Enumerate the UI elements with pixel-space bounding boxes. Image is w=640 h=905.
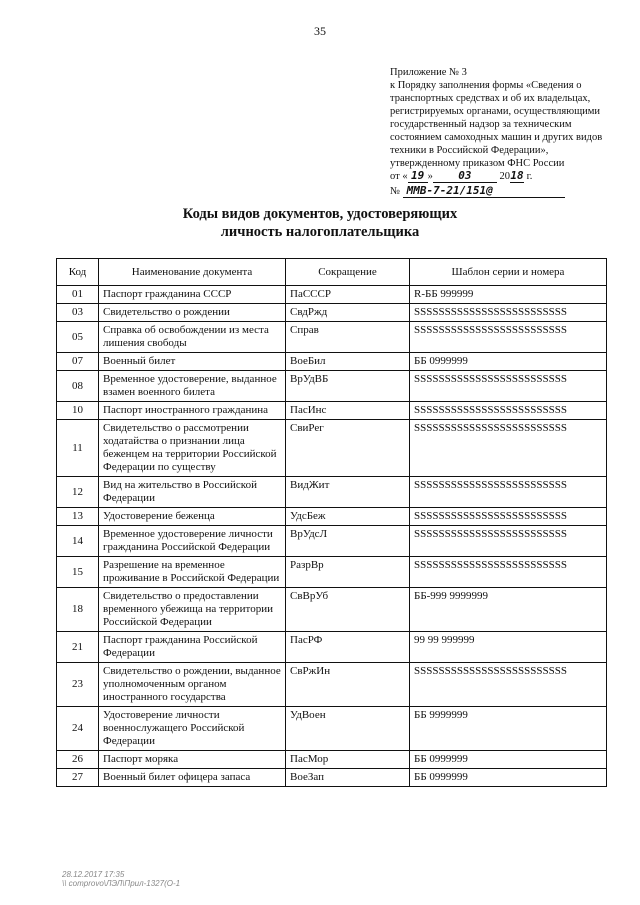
cell-template: SSSSSSSSSSSSSSSSSSSSSSSSS	[410, 304, 607, 322]
appendix-line: государственный надзор за техническим	[390, 119, 572, 130]
table-row	[57, 508, 607, 526]
order-number	[390, 185, 630, 198]
cell-template: 99 99 999999	[410, 632, 607, 663]
table-row	[57, 371, 607, 402]
table-row	[57, 557, 607, 588]
appendix-line: регистрируемых органами, осуществляющими	[390, 106, 601, 117]
cell-abbr: ПасИнс	[286, 402, 410, 420]
cell-code: 18	[57, 588, 99, 632]
cell-code: 11	[57, 420, 99, 477]
cell-code: 03	[57, 304, 99, 322]
cell-code: 10	[57, 402, 99, 420]
cell-template: SSSSSSSSSSSSSSSSSSSSSSSSS	[410, 402, 607, 420]
cell-name: Свидетельство о рождении, выданное уполномоченным органом иностранного государства	[99, 663, 286, 707]
number-label: №	[390, 186, 401, 197]
date-month: 03	[433, 170, 497, 183]
table-header-row	[57, 259, 607, 286]
cell-abbr: Справ	[286, 322, 410, 353]
cell-code: 24	[57, 707, 99, 751]
cell-template: SSSSSSSSSSSSSSSSSSSSSSSSS	[410, 477, 607, 508]
cell-abbr: ПасМор	[286, 751, 410, 769]
cell-abbr: СвиРег	[286, 420, 410, 477]
table-row	[57, 420, 607, 477]
cell-template: ББ 0999999	[410, 353, 607, 371]
date-year-prefix: 20	[499, 171, 510, 182]
header-name: Наименование документа	[99, 259, 286, 286]
cell-name: Временное удостоверение личности гражданина Российской Федерации	[99, 526, 286, 557]
cell-name: Свидетельство о рождении	[99, 304, 286, 322]
cell-template: SSSSSSSSSSSSSSSSSSSSSSSSS	[410, 508, 607, 526]
cell-code: 08	[57, 371, 99, 402]
cell-template: ББ-999 9999999	[410, 588, 607, 632]
cell-abbr: ВоеЗап	[286, 769, 410, 787]
cell-code: 07	[57, 353, 99, 371]
cell-abbr: ПаСССР	[286, 286, 410, 304]
cell-name: Паспорт иностранного гражданина	[99, 402, 286, 420]
date-suffix: г.	[526, 171, 533, 182]
footer-stamp	[62, 870, 180, 888]
cell-abbr: УдВоен	[286, 707, 410, 751]
table-row	[57, 402, 607, 420]
appendix-line: к Порядку заполнения формы «Сведения о	[390, 80, 582, 91]
page-number: 35	[314, 24, 326, 38]
cell-code: 01	[57, 286, 99, 304]
cell-code: 27	[57, 769, 99, 787]
table-row	[57, 632, 607, 663]
date-year: 18	[510, 169, 524, 182]
cell-template: R-ББ 999999	[410, 286, 607, 304]
date-prefix: от «	[390, 171, 408, 182]
cell-name: Разрешение на временное проживание в Российской Федерации	[99, 557, 286, 588]
cell-abbr: ВидЖит	[286, 477, 410, 508]
cell-abbr: СвВрУб	[286, 588, 410, 632]
cell-abbr: ВрУдВБ	[286, 371, 410, 402]
table-row	[57, 588, 607, 632]
appendix-line: транспортных средствах и об их владельцах,	[390, 93, 591, 104]
title-line-1: Коды видов документов, удостоверяющих	[182, 206, 458, 222]
cell-code: 13	[57, 508, 99, 526]
cell-name: Военный билет офицера запаса	[99, 769, 286, 787]
order-date	[390, 170, 630, 183]
table-row	[57, 353, 607, 371]
cell-name: Временное удостоверение, выданное взамен военного билета	[99, 371, 286, 402]
cell-code: 12	[57, 477, 99, 508]
cell-name: Справка об освобождении из места лишения свободы	[99, 322, 286, 353]
cell-abbr: СвдРжд	[286, 304, 410, 322]
cell-abbr: РазрВр	[286, 557, 410, 588]
cell-abbr: УдсБеж	[286, 508, 410, 526]
cell-name: Военный билет	[99, 353, 286, 371]
appendix-line: утвержденному приказом ФНС России	[390, 158, 565, 169]
stamp-line-1: 28.12.2017 17:35	[62, 870, 125, 879]
cell-template: SSSSSSSSSSSSSSSSSSSSSSSSS	[410, 557, 607, 588]
cell-name: Паспорт гражданина СССР	[99, 286, 286, 304]
cell-template: SSSSSSSSSSSSSSSSSSSSSSSSS	[410, 371, 607, 402]
cell-template: ББ 9999999	[410, 707, 607, 751]
table-row	[57, 286, 607, 304]
table-row	[57, 769, 607, 787]
cell-abbr: ПасРФ	[286, 632, 410, 663]
cell-code: 26	[57, 751, 99, 769]
appendix-line: Приложение № 3	[390, 67, 467, 78]
cell-code: 21	[57, 632, 99, 663]
cell-abbr: ВрУдсЛ	[286, 526, 410, 557]
table-row	[57, 663, 607, 707]
document-codes-table	[56, 258, 607, 787]
table-row	[57, 304, 607, 322]
cell-name: Вид на жительство в Российской Федерации	[99, 477, 286, 508]
cell-template: ББ 0999999	[410, 769, 607, 787]
document-title	[0, 205, 640, 241]
cell-template: ББ 0999999	[410, 751, 607, 769]
cell-template: SSSSSSSSSSSSSSSSSSSSSSSSS	[410, 420, 607, 477]
cell-name: Паспорт гражданина Российской Федерации	[99, 632, 286, 663]
number-value: ММВ-7-21/151@	[403, 185, 565, 198]
header-code: Код	[57, 259, 99, 286]
cell-name: Удостоверение беженца	[99, 508, 286, 526]
table-row	[57, 707, 607, 751]
appendix-line: техники в Российской Федерации»,	[390, 145, 549, 156]
cell-name: Свидетельство о рассмотрении ходатайства о признании лица беженцем на территории Российской Федерации по существу	[99, 420, 286, 477]
date-mid: »	[427, 171, 433, 182]
cell-name: Свидетельство о предоставлении временного убежища на территории Российской Федерации	[99, 588, 286, 632]
appendix-line: состоянием самоходных машин и других видов	[390, 132, 603, 143]
stamp-line-2: \\ comprovo\ЛЭЛ\Прил-1327(О-1	[62, 879, 181, 888]
header-template: Шаблон серии и номера	[410, 259, 607, 286]
table-row	[57, 322, 607, 353]
title-line-2: личность налогоплательщика	[220, 224, 420, 240]
cell-template: SSSSSSSSSSSSSSSSSSSSSSSSS	[410, 526, 607, 557]
date-day: 19	[408, 170, 428, 183]
cell-code: 05	[57, 322, 99, 353]
cell-name: Удостоверение личности военнослужащего Российской Федерации	[99, 707, 286, 751]
cell-abbr: СвРжИн	[286, 663, 410, 707]
table-row	[57, 751, 607, 769]
appendix-note	[390, 66, 630, 198]
cell-abbr: ВоеБил	[286, 353, 410, 371]
table-row	[57, 526, 607, 557]
cell-name: Паспорт моряка	[99, 751, 286, 769]
cell-code: 23	[57, 663, 99, 707]
cell-template: SSSSSSSSSSSSSSSSSSSSSSSSS	[410, 322, 607, 353]
cell-template: SSSSSSSSSSSSSSSSSSSSSSSSS	[410, 663, 607, 707]
cell-code: 15	[57, 557, 99, 588]
header-abbr: Сокращение	[286, 259, 410, 286]
cell-code: 14	[57, 526, 99, 557]
table-row	[57, 477, 607, 508]
